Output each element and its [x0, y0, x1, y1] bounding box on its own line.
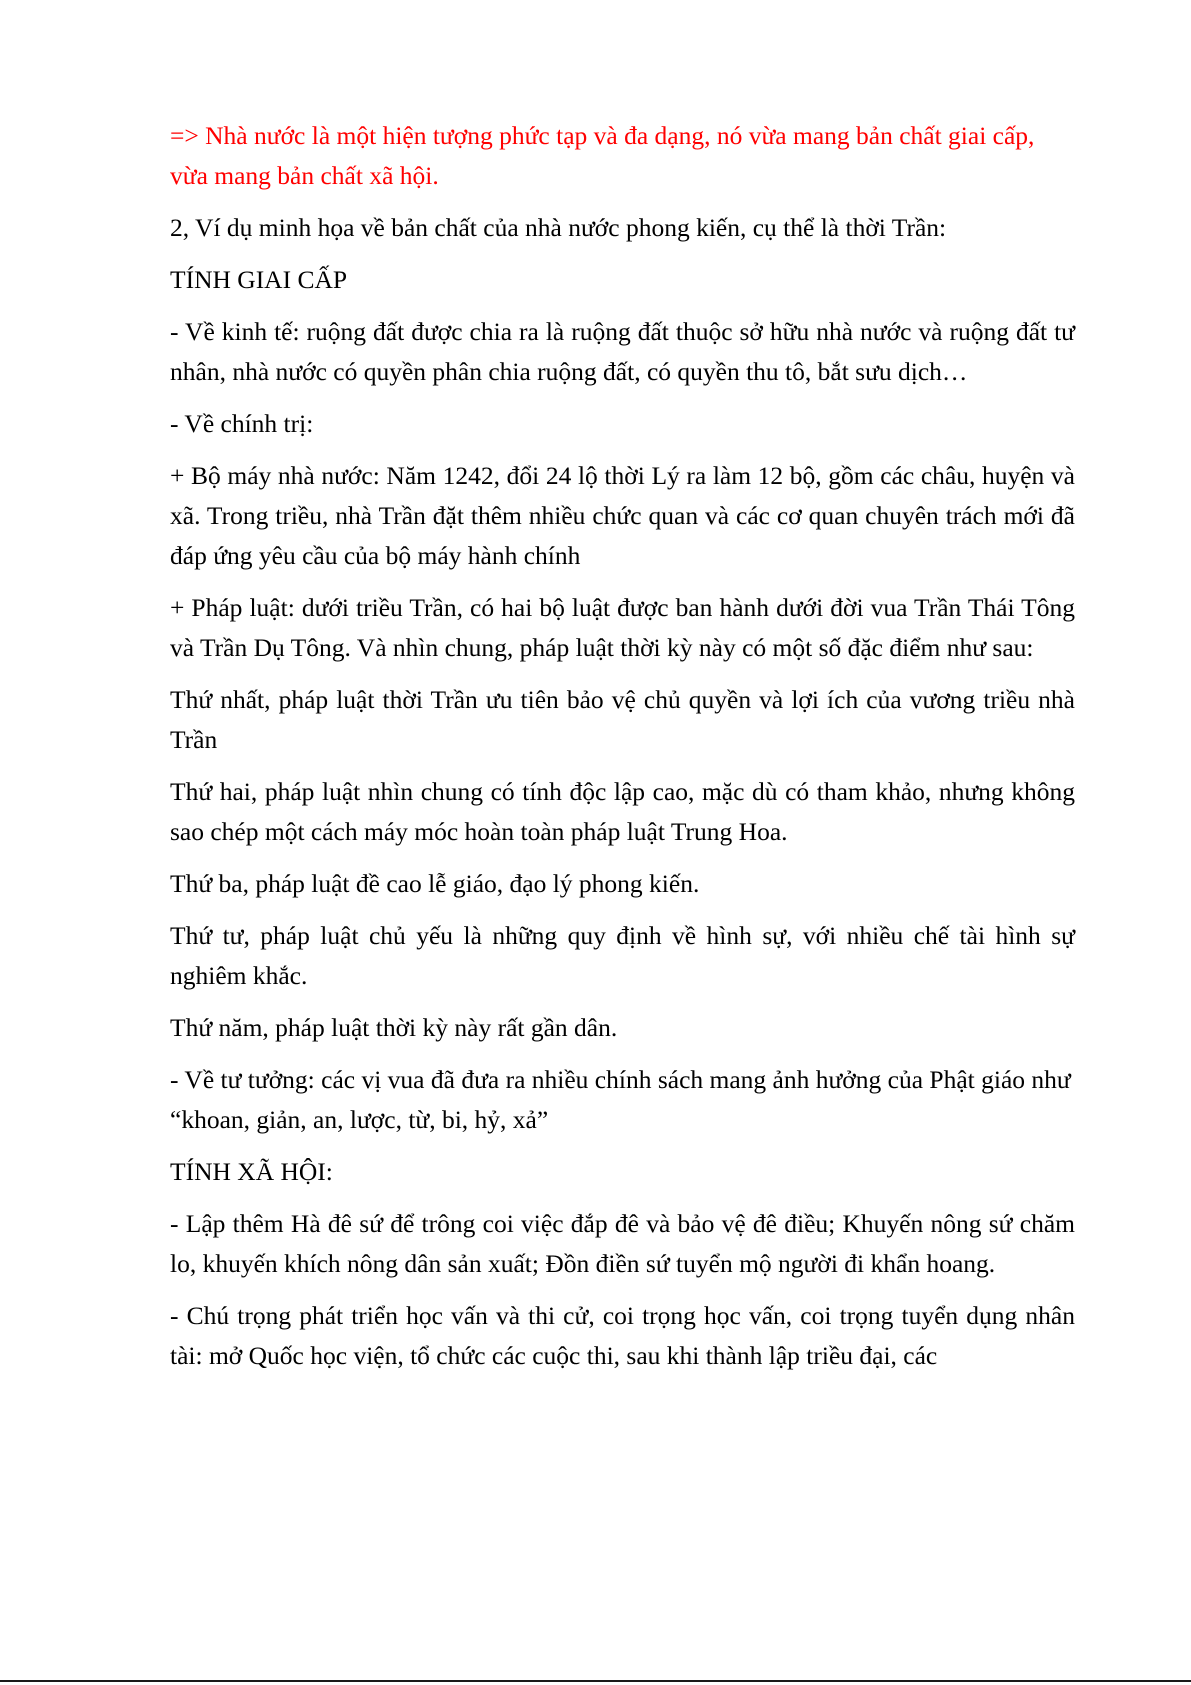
paragraph-law: + Pháp luật: dưới triều Trần, có hai bộ luật được ban hành dưới đời vua Trần Thái Tông và Trần Dụ Tông. Và nhìn chung, pháp luật thời kỳ này có một số đặc điểm như sau:: [170, 593, 1075, 662]
paragraph-law-fifth: Thứ năm, pháp luật thời kỳ này rất gần dân.: [170, 1013, 618, 1042]
paragraph-dike-agriculture: - Lập thêm Hà đê sứ để trông coi việc đắp đê và bảo vệ đê điều; Khuyến nông sứ chăm lo, khuyến khích nông dân sản xuất; Đồn điền sứ tuyển mộ người đi khẩn hoang.: [170, 1209, 1075, 1278]
paragraph-law-second: Thứ hai, pháp luật nhìn chung có tính độc lập cao, mặc dù có tham khảo, nhưng không sao chép một cách máy móc hoàn toàn pháp luật Trung Hoa.: [170, 777, 1075, 846]
paragraph-ideology: - Về tư tưởng: các vị vua đã đưa ra nhiều chính sách mang ảnh hưởng của Phật giáo như “khoan, giản, an, lược, từ, bi, hỷ, xả”: [170, 1065, 1071, 1134]
section-heading-example: 2, Ví dụ minh họa về bản chất của nhà nước phong kiến, cụ thể là thời Trần:: [170, 213, 947, 242]
paragraph-law-third: Thứ ba, pháp luật đề cao lễ giáo, đạo lý phong kiến.: [170, 869, 700, 898]
heading-social-nature: TÍNH XÃ HỘI:: [170, 1157, 333, 1186]
conclusion-paragraph: => Nhà nước là một hiện tượng phức tạp và đa dạng, nó vừa mang bản chất giai cấp, vừa mang bản chất xã hội.: [170, 121, 1035, 190]
paragraph-law-first: Thứ nhất, pháp luật thời Trần ưu tiên bảo vệ chủ quyền và lợi ích của vương triều nhà Trần: [170, 685, 1075, 754]
paragraph-education: - Chú trọng phát triển học vấn và thi cử, coi trọng học vấn, coi trọng tuyển dụng nhân tài: mở Quốc học viện, tổ chức các cuộc thi, sau khi thành lập triều đại, các: [170, 1301, 1075, 1370]
heading-class-nature: TÍNH GIAI CẤP: [170, 265, 348, 294]
page-bottom-rule: [0, 1680, 1191, 1682]
paragraph-politics: - Về chính trị:: [170, 409, 314, 438]
paragraph-state-apparatus: + Bộ máy nhà nước: Năm 1242, đổi 24 lộ thời Lý ra làm 12 bộ, gồm các châu, huyện và xã. Trong triều, nhà Trần đặt thêm nhiều chức quan và các cơ quan chuyên trách mới đã đáp ứng yêu cầu của bộ máy hành chính: [170, 461, 1075, 570]
document-body: [170, 116, 1075, 1388]
paragraph-economy: - Về kinh tế: ruộng đất được chia ra là ruộng đất thuộc sở hữu nhà nước và ruộng đất tư nhân, nhà nước có quyền phân chia ruộng đất, có quyền thu tô, bắt sưu dịch…: [170, 317, 1075, 386]
paragraph-law-fourth: Thứ tư, pháp luật chủ yếu là những quy định về hình sự, với nhiều chế tài hình sự nghiêm khắc.: [170, 921, 1075, 990]
